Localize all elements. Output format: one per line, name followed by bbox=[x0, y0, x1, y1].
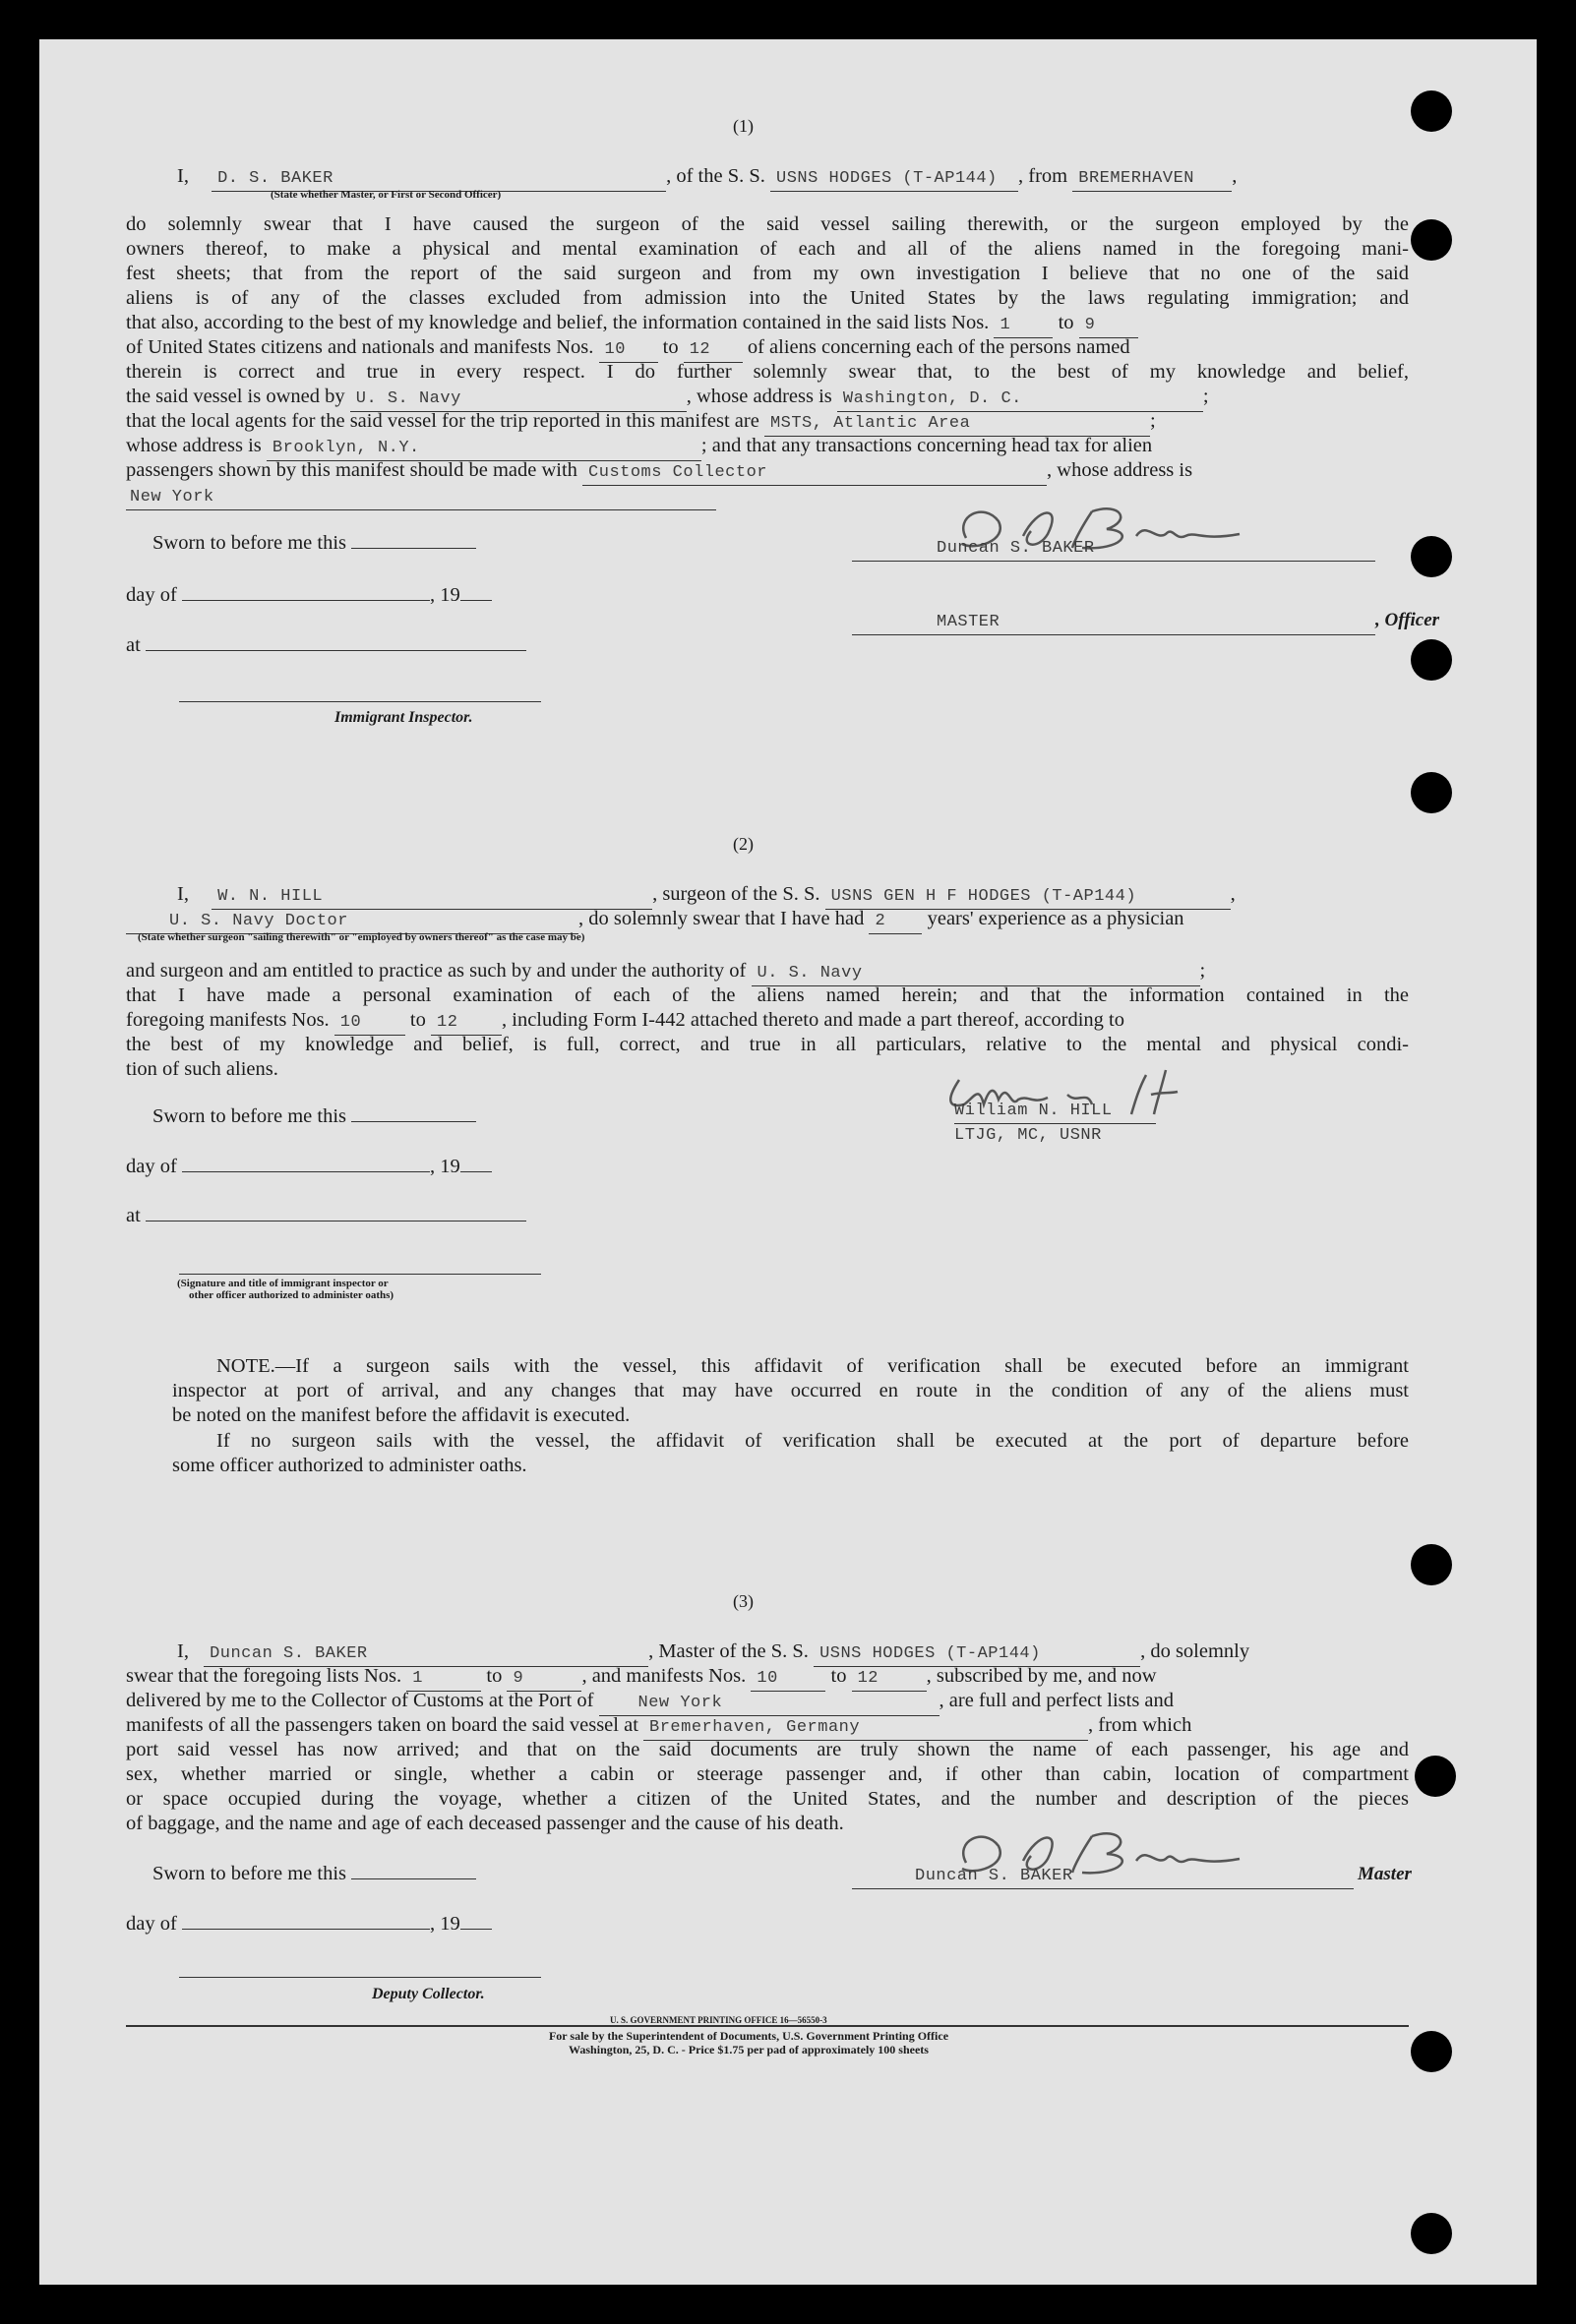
affidavit-text: do solemnly swear that I have caused the surgeon of the said vessel sailing therewith, or the surgeon employed by the bbox=[126, 213, 1409, 235]
affidavit-line: that also, according to the best of my knowledge and belief, the information contained in the said lists Nos. 1 to 9 bbox=[126, 311, 1138, 338]
practice-authority: U. S. Navy bbox=[752, 962, 1200, 986]
affidavit-line: and surgeon and am entitled to practice as such by and under the authority of U. S. Navy ; bbox=[126, 959, 1205, 986]
affidavit-text: or space occupied during the voyage, whether a citizen of the United States, and the number and description of the pieces bbox=[126, 1788, 1409, 1810]
manifests-from: 10 bbox=[751, 1667, 825, 1692]
affidavit-text: therein is correct and true in every respect. I do further solemnly swear that, to the best of my knowledge and belief, bbox=[126, 361, 1409, 383]
day-label: day of , 19 bbox=[126, 1912, 492, 1936]
sworn-label: Sworn to before me this bbox=[152, 531, 476, 555]
manifest-page bbox=[39, 39, 1537, 2285]
punch-hole bbox=[1411, 1544, 1452, 1585]
affidavit-line: manifests of all the passengers taken on board the said vessel at Bremerhaven, Germany , from which bbox=[126, 1713, 1191, 1741]
officer-name: D. S. BAKER bbox=[212, 167, 666, 192]
signature-caption: Immigrant Inspector. bbox=[334, 709, 473, 726]
affidavit-line: swear that the foregoing lists Nos. 1 to 9 , and manifests Nos. 10 to 12 , subscribed by me, and now bbox=[126, 1664, 1157, 1692]
affidavit-line: U. S. Navy Doctor , do solemnly swear that I have had 2 years' experience as a physician bbox=[126, 907, 1184, 934]
punch-hole bbox=[1411, 536, 1452, 577]
note-text: If no surgeon sails with the vessel, the affidavit of verification shall be executed at the port of departure before bbox=[216, 1430, 1409, 1452]
signature-caption: (Signature and title of immigrant inspector or bbox=[177, 1278, 389, 1289]
lists-from: 1 bbox=[994, 314, 1053, 338]
affidavit-line: I, W. N. HILL , surgeon of the S. S. USNS GEN H F HODGES (T-AP144) , bbox=[177, 882, 1236, 910]
officer-title: MASTER bbox=[852, 611, 1375, 635]
master-signer-line bbox=[852, 534, 1375, 562]
master-signer-line: Duncan S. BAKER Master bbox=[852, 1862, 1412, 1889]
affidavit-text: port said vessel has now arrived; and that on the said documents are truly shown the name of each passenger, his age and bbox=[126, 1739, 1409, 1760]
vessel-name: USNS GEN H F HODGES (T-AP144) bbox=[825, 885, 1231, 910]
at-label: at bbox=[126, 633, 526, 657]
officer-title-line: MASTER , Officer bbox=[852, 608, 1439, 635]
local-agents: MSTS, Atlantic Area bbox=[764, 412, 1150, 437]
surgeon-rank: LTJG, MC, USNR bbox=[954, 1126, 1102, 1145]
affidavit-line: I, D. S. BAKER , of the S. S. USNS HODGES (T-AP144) , from BREMERHAVEN , bbox=[177, 164, 1237, 192]
note-text: some officer authorized to administer oaths. bbox=[172, 1455, 527, 1476]
affidavit-text: sex, whether married or single, whether a cabin or steerage passenger and, if other than cabin, location of compartment bbox=[126, 1763, 1409, 1785]
affidavit-text: that I have made a personal examination of each of the aliens named herein; and that the information contained in the bbox=[126, 984, 1409, 1006]
manifests-from: 10 bbox=[599, 338, 658, 363]
affidavit-line: that the local agents for the said vessel for the trip reported in this manifest are MSTS, Atlantic Area ; bbox=[126, 409, 1156, 437]
lists-to: 9 bbox=[507, 1667, 581, 1692]
affidavit-line: foregoing manifests Nos. 10 to 12 , including Form I-442 attached thereto and made a part thereof, according to bbox=[126, 1008, 1124, 1036]
vessel-name: USNS HODGES (T-AP144) bbox=[770, 167, 1018, 192]
punch-hole bbox=[1411, 639, 1452, 681]
lists-from: 1 bbox=[406, 1667, 481, 1692]
punch-hole bbox=[1411, 772, 1452, 813]
sworn-label: Sworn to before me this bbox=[152, 1862, 476, 1885]
affidavit-line bbox=[126, 483, 716, 510]
at-label: at bbox=[126, 1204, 526, 1227]
head-tax-party: Customs Collector bbox=[582, 461, 1047, 486]
day-label: day of , 19 bbox=[126, 583, 492, 607]
surgeon-signer-name: William N. HILL bbox=[954, 1100, 1156, 1124]
affidavit-text: of baggage, and the name and age of each deceased passenger and the cause of his death. bbox=[126, 1813, 844, 1834]
affidavit-line: of United States citizens and nationals and manifests Nos. 10 to 12 of aliens concerning each of the persons named bbox=[126, 335, 1130, 363]
field-hint: (State whether surgeon "sailing therewith" or "employed by owners thereof" as the case may be) bbox=[138, 931, 585, 943]
master-name: Duncan S. BAKER bbox=[852, 1865, 1354, 1889]
signature-caption: other officer authorized to administer oaths) bbox=[189, 1289, 394, 1301]
field-hint: (State whether Master, or First or Second Officer) bbox=[271, 189, 502, 201]
affidavit-line: delivered by me to the Collector of Customs at the Port of New York , are full and perfect lists and bbox=[126, 1689, 1174, 1716]
departure-port: BREMERHAVEN bbox=[1072, 167, 1232, 192]
sworn-label: Sworn to before me this bbox=[152, 1104, 476, 1128]
section-number: (1) bbox=[733, 116, 754, 136]
affidavit-line: whose address is Brooklyn, N.Y. ; and that any transactions concerning head tax for alien bbox=[126, 434, 1152, 461]
vessel-owner: U. S. Navy bbox=[350, 387, 687, 412]
affidavit-text: owners thereof, to make a physical and mental examination of each and all of the aliens named in the foregoing mani- bbox=[126, 238, 1409, 260]
years-experience: 2 bbox=[869, 910, 922, 934]
affidavit-text: the best of my knowledge and belief, is full, correct, and true in all particulars, relative to the mental and physical condi- bbox=[126, 1034, 1409, 1055]
manifests-to: 12 bbox=[684, 338, 743, 363]
sale-notice: Washington, 25, D. C. - Price $1.75 per pad of approximately 100 sheets bbox=[569, 2043, 929, 2056]
arrival-port: New York bbox=[599, 1692, 940, 1716]
printing-office: U. S. GOVERNMENT PRINTING OFFICE 16—56550-3 bbox=[610, 2015, 827, 2025]
agent-address: Brooklyn, N.Y. bbox=[267, 437, 701, 461]
punch-hole bbox=[1411, 90, 1452, 132]
section-number: (3) bbox=[733, 1591, 754, 1611]
note-text: inspector at port of arrival, and any changes that may have occurred en route in the condition of any of the aliens must bbox=[172, 1380, 1409, 1401]
master-name: Duncan S. BAKER bbox=[204, 1642, 648, 1667]
affidavit-line: I, Duncan S. BAKER , Master of the S. S. USNS HODGES (T-AP144) , do solemnly bbox=[177, 1639, 1249, 1667]
note-text: NOTE.—If a surgeon sails with the vessel, this affidavit of verification shall be executed before an immigrant bbox=[216, 1355, 1409, 1377]
affidavit-text: fest sheets; that from the report of the said surgeon and from my own investigation I believe that no one of the said bbox=[126, 263, 1409, 284]
lists-to: 9 bbox=[1079, 314, 1138, 338]
affidavit-line: passengers shown by this manifest should be made with Customs Collector , whose address is bbox=[126, 458, 1192, 486]
signature-caption: Deputy Collector. bbox=[372, 1986, 485, 2002]
punch-hole bbox=[1415, 1756, 1456, 1797]
vessel-name: USNS HODGES (T-AP144) bbox=[814, 1642, 1140, 1667]
manifests-to: 12 bbox=[431, 1011, 502, 1036]
master-name: Duncan S. BAKER bbox=[852, 537, 1375, 562]
manifests-from: 10 bbox=[334, 1011, 405, 1036]
surgeon-role: U. S. Navy Doctor bbox=[126, 910, 578, 934]
affidavit-line: the said vessel is owned by U. S. Navy , whose address is Washington, D. C. ; bbox=[126, 385, 1209, 412]
section-number: (2) bbox=[733, 834, 754, 854]
sale-notice: For sale by the Superintendent of Documents, U.S. Government Printing Office bbox=[548, 2029, 949, 2043]
punch-hole bbox=[1411, 2213, 1452, 2254]
note-text: be noted on the manifest before the affidavit is executed. bbox=[172, 1404, 631, 1426]
manifests-to: 12 bbox=[852, 1667, 927, 1692]
affidavit-text: aliens is of any of the classes excluded from admission into the United States by the laws regulating immigration; and bbox=[126, 287, 1409, 309]
punch-hole bbox=[1411, 219, 1452, 261]
surgeon-name: W. N. HILL bbox=[212, 885, 652, 910]
head-tax-address: New York bbox=[126, 486, 716, 510]
embarkation-port: Bremerhaven, Germany bbox=[643, 1716, 1088, 1741]
affidavit-text: tion of such aliens. bbox=[126, 1058, 278, 1080]
day-label: day of , 19 bbox=[126, 1155, 492, 1178]
owner-address: Washington, D. C. bbox=[837, 387, 1203, 412]
